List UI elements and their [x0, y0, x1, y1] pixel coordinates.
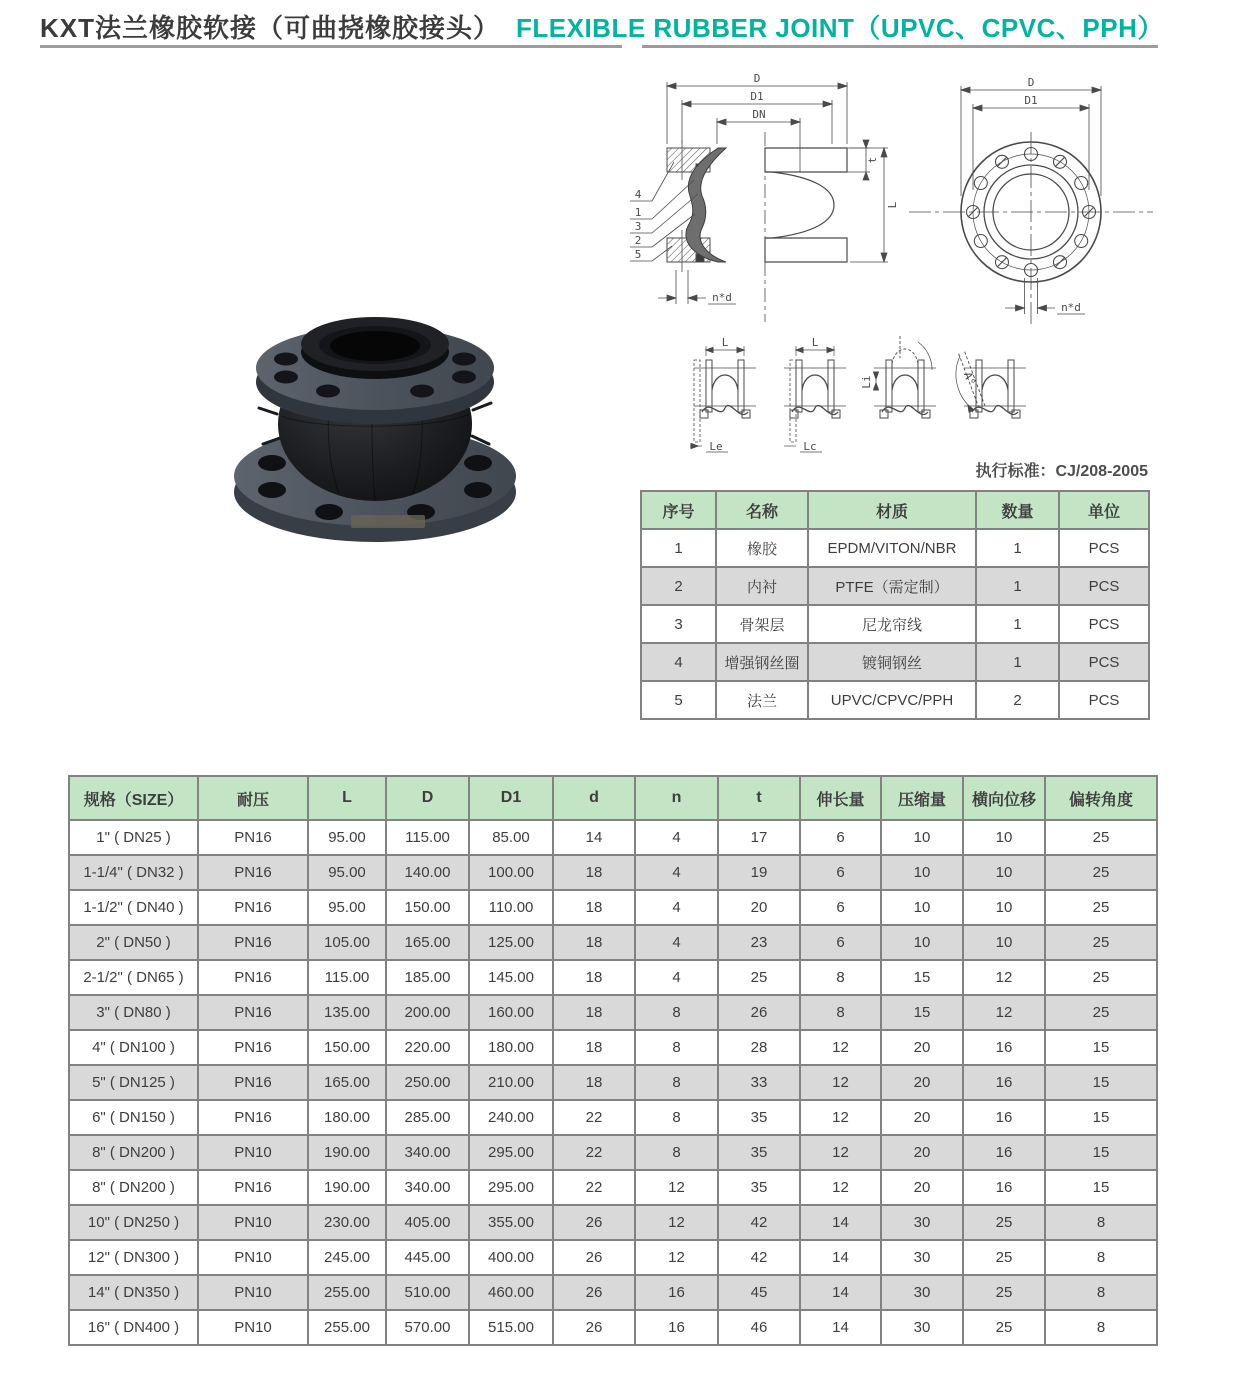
- cell-pressure: PN16: [198, 925, 308, 960]
- parts-col-name: 名称: [716, 491, 808, 529]
- cell-d: 22: [553, 1100, 635, 1135]
- cell-unit: PCS: [1059, 643, 1149, 681]
- cell-compression: 20: [881, 1030, 963, 1065]
- cell-D1: 110.00: [469, 890, 553, 925]
- brand-label-strip: [351, 515, 425, 528]
- cell-D: 405.00: [386, 1205, 469, 1240]
- size-table: [68, 775, 1158, 1346]
- cell-elongation: 12: [800, 1170, 881, 1205]
- cell-n: 8: [635, 1065, 718, 1100]
- cell-compression: 30: [881, 1240, 963, 1275]
- cell-t: 35: [718, 1135, 800, 1170]
- cell-deflection: 8: [1045, 1240, 1157, 1275]
- cell-pressure: PN10: [198, 1310, 308, 1345]
- cell-L: 190.00: [308, 1135, 386, 1170]
- cell-size: 1" ( DN25 ): [69, 820, 198, 855]
- cell-index: 5: [641, 681, 716, 719]
- cell-size: 2-1/2" ( DN65 ): [69, 960, 198, 995]
- cell-d: 18: [553, 995, 635, 1030]
- svg-text:3: 3: [634, 220, 642, 233]
- cell-compression: 15: [881, 995, 963, 1030]
- cell-size: 16" ( DN400 ): [69, 1310, 198, 1345]
- cell-D1: 100.00: [469, 855, 553, 890]
- cell-lateral: 25: [963, 1275, 1045, 1310]
- col-compression: 压缩量: [881, 776, 963, 820]
- cell-D: 570.00: [386, 1310, 469, 1345]
- cell-d: 18: [553, 890, 635, 925]
- cell-d: 18: [553, 855, 635, 890]
- cell-pressure: PN10: [198, 1240, 308, 1275]
- cell-unit: PCS: [1059, 529, 1149, 567]
- dim-nd-front: [1005, 278, 1085, 314]
- svg-text:Lc: Lc: [803, 440, 817, 453]
- cell-d: 18: [553, 960, 635, 995]
- col-D: D: [386, 776, 469, 820]
- size-table-row: [69, 1170, 1157, 1205]
- svg-text:n*d: n*d: [712, 291, 732, 304]
- cell-n: 12: [635, 1170, 718, 1205]
- cell-elongation: 6: [800, 925, 881, 960]
- col-deflection: 偏转角度: [1045, 776, 1157, 820]
- cell-n: 8: [635, 1135, 718, 1170]
- cell-L: 245.00: [308, 1240, 386, 1275]
- cell-D: 115.00: [386, 820, 469, 855]
- cell-t: 45: [718, 1275, 800, 1310]
- cell-qty: 2: [976, 681, 1059, 719]
- cell-compression: 15: [881, 960, 963, 995]
- svg-text:4: 4: [634, 188, 642, 201]
- dim-nd: [658, 270, 736, 304]
- col-n: n: [635, 776, 718, 820]
- cell-name: 内衬: [716, 567, 808, 605]
- size-table-row: [69, 1100, 1157, 1135]
- svg-text:L: L: [721, 336, 729, 349]
- cell-elongation: 14: [800, 1310, 881, 1345]
- cell-pressure: PN16: [198, 1030, 308, 1065]
- cell-deflection: 15: [1045, 1030, 1157, 1065]
- cell-D1: 515.00: [469, 1310, 553, 1345]
- diagram-compression: [784, 336, 846, 453]
- cell-size: 1-1/2" ( DN40 ): [69, 890, 198, 925]
- cell-L: 255.00: [308, 1275, 386, 1310]
- cell-pressure: PN16: [198, 1065, 308, 1100]
- cell-d: 18: [553, 1030, 635, 1065]
- cell-size: 10" ( DN250 ): [69, 1205, 198, 1240]
- dim-DN: [717, 108, 800, 172]
- cell-deflection: 25: [1045, 995, 1157, 1030]
- title-english: FLEXIBLE RUBBER JOINT（UPVC、CPVC、PPH）: [516, 13, 1164, 43]
- cell-d: 22: [553, 1135, 635, 1170]
- cell-D1: 240.00: [469, 1100, 553, 1135]
- right-outline: [765, 148, 847, 262]
- cell-L: 255.00: [308, 1310, 386, 1345]
- size-table-row: [69, 1030, 1157, 1065]
- cell-qty: 1: [976, 643, 1059, 681]
- size-table-header-row: [69, 776, 1157, 820]
- parts-table-body: [641, 529, 1149, 719]
- cell-D: 285.00: [386, 1100, 469, 1135]
- cell-t: 33: [718, 1065, 800, 1100]
- size-table-row: [69, 820, 1157, 855]
- cell-D: 220.00: [386, 1030, 469, 1065]
- parts-table-header-row: [641, 491, 1149, 529]
- cell-lateral: 25: [963, 1205, 1045, 1240]
- cell-qty: 1: [976, 605, 1059, 643]
- cell-D: 510.00: [386, 1275, 469, 1310]
- cell-size: 3" ( DN80 ): [69, 995, 198, 1030]
- svg-text:Le: Le: [709, 440, 723, 453]
- cell-pressure: PN16: [198, 855, 308, 890]
- col-L: L: [308, 776, 386, 820]
- cell-index: 3: [641, 605, 716, 643]
- cell-d: 26: [553, 1310, 635, 1345]
- cell-material: 镀铜钢丝: [808, 643, 976, 681]
- cell-name: 橡胶: [716, 529, 808, 567]
- cell-pressure: PN16: [198, 1100, 308, 1135]
- cell-compression: 10: [881, 820, 963, 855]
- cell-t: 26: [718, 995, 800, 1030]
- cell-D1: 145.00: [469, 960, 553, 995]
- parts-table-row: [641, 643, 1149, 681]
- cell-D1: 160.00: [469, 995, 553, 1030]
- cell-L: 95.00: [308, 890, 386, 925]
- cell-elongation: 12: [800, 1030, 881, 1065]
- svg-text:L: L: [886, 201, 899, 209]
- cell-compression: 20: [881, 1100, 963, 1135]
- cell-name: 骨架层: [716, 605, 808, 643]
- cell-unit: PCS: [1059, 681, 1149, 719]
- cell-deflection: 25: [1045, 820, 1157, 855]
- cell-elongation: 12: [800, 1100, 881, 1135]
- cell-qty: 1: [976, 529, 1059, 567]
- cell-elongation: 6: [800, 855, 881, 890]
- cell-D1: 400.00: [469, 1240, 553, 1275]
- col-size: 规格（SIZE）: [69, 776, 198, 820]
- cell-D1: 295.00: [469, 1170, 553, 1205]
- cell-name: 法兰: [716, 681, 808, 719]
- cell-lateral: 12: [963, 995, 1045, 1030]
- col-elongation: 伸长量: [800, 776, 881, 820]
- size-table-row: [69, 1240, 1157, 1275]
- cell-size: 6" ( DN150 ): [69, 1100, 198, 1135]
- cell-lateral: 12: [963, 960, 1045, 995]
- size-table-row: [69, 995, 1157, 1030]
- cell-compression: 10: [881, 890, 963, 925]
- cell-elongation: 6: [800, 890, 881, 925]
- size-table-row: [69, 890, 1157, 925]
- cell-size: 8" ( DN200 ): [69, 1135, 198, 1170]
- cell-d: 26: [553, 1275, 635, 1310]
- cell-pressure: PN16: [198, 995, 308, 1030]
- size-table-row: [69, 1275, 1157, 1310]
- cell-unit: PCS: [1059, 567, 1149, 605]
- svg-text:t: t: [866, 156, 879, 164]
- cell-material: PTFE（需定制）: [808, 567, 976, 605]
- parts-col-unit: 单位: [1059, 491, 1149, 529]
- cell-pressure: PN16: [198, 890, 308, 925]
- cell-deflection: 15: [1045, 1065, 1157, 1100]
- size-table-row: [69, 1135, 1157, 1170]
- dim-t: [847, 140, 879, 180]
- cell-t: 28: [718, 1030, 800, 1065]
- cell-size: 4" ( DN100 ): [69, 1030, 198, 1065]
- diagram-lateral: [860, 336, 936, 418]
- parts-table-row: [641, 567, 1149, 605]
- cell-n: 12: [635, 1205, 718, 1240]
- cell-pressure: PN16: [198, 960, 308, 995]
- parts-col-qty: 数量: [976, 491, 1059, 529]
- cell-qty: 1: [976, 567, 1059, 605]
- cell-deflection: 15: [1045, 1100, 1157, 1135]
- cell-L: 105.00: [308, 925, 386, 960]
- size-table-row: [69, 925, 1157, 960]
- cell-compression: 30: [881, 1275, 963, 1310]
- cell-size: 8" ( DN200 ): [69, 1170, 198, 1205]
- cell-D: 165.00: [386, 925, 469, 960]
- cell-name: 增强钢丝圈: [716, 643, 808, 681]
- cell-L: 230.00: [308, 1205, 386, 1240]
- cell-lateral: 16: [963, 1170, 1045, 1205]
- diagram-elongation: [690, 336, 756, 453]
- dim-L: [850, 148, 899, 262]
- cell-n: 4: [635, 890, 718, 925]
- front-view-drawing: [903, 70, 1158, 328]
- cell-d: 22: [553, 1170, 635, 1205]
- cell-lateral: 10: [963, 925, 1045, 960]
- cell-n: 4: [635, 855, 718, 890]
- svg-text:1: 1: [634, 206, 642, 219]
- cell-deflection: 25: [1045, 890, 1157, 925]
- cell-t: 23: [718, 925, 800, 960]
- cell-D1: 85.00: [469, 820, 553, 855]
- cell-lateral: 10: [963, 855, 1045, 890]
- svg-text:L: L: [811, 336, 819, 349]
- cross-section-drawing: [622, 70, 912, 328]
- cell-n: 8: [635, 1030, 718, 1065]
- parts-table-row: [641, 605, 1149, 643]
- cell-t: 19: [718, 855, 800, 890]
- cell-d: 18: [553, 1065, 635, 1100]
- cell-L: 95.00: [308, 855, 386, 890]
- cell-d: 18: [553, 925, 635, 960]
- cell-D: 150.00: [386, 890, 469, 925]
- cell-compression: 30: [881, 1205, 963, 1240]
- rubber-collar: [301, 317, 449, 379]
- cell-d: 14: [553, 820, 635, 855]
- cell-elongation: 14: [800, 1205, 881, 1240]
- cell-t: 46: [718, 1310, 800, 1345]
- cell-n: 4: [635, 960, 718, 995]
- svg-text:5: 5: [634, 248, 642, 261]
- cell-deflection: 25: [1045, 960, 1157, 995]
- cell-D: 200.00: [386, 995, 469, 1030]
- cell-t: 35: [718, 1100, 800, 1135]
- cell-lateral: 10: [963, 820, 1045, 855]
- cell-L: 135.00: [308, 995, 386, 1030]
- cell-L: 165.00: [308, 1065, 386, 1100]
- cell-t: 20: [718, 890, 800, 925]
- cell-compression: 20: [881, 1135, 963, 1170]
- cell-lateral: 25: [963, 1240, 1045, 1275]
- cell-pressure: PN10: [198, 1135, 308, 1170]
- cell-pressure: PN10: [198, 1205, 308, 1240]
- cell-index: 2: [641, 567, 716, 605]
- size-table-row: [69, 1065, 1157, 1100]
- cell-t: 35: [718, 1170, 800, 1205]
- cell-t: 42: [718, 1240, 800, 1275]
- cell-D1: 180.00: [469, 1030, 553, 1065]
- cell-elongation: 12: [800, 1135, 881, 1170]
- cell-lateral: 25: [963, 1310, 1045, 1345]
- svg-text:Li: Li: [860, 375, 873, 389]
- cell-size: 1-1/4" ( DN32 ): [69, 855, 198, 890]
- cell-elongation: 14: [800, 1275, 881, 1310]
- cell-elongation: 14: [800, 1240, 881, 1275]
- cell-lateral: 16: [963, 1065, 1045, 1100]
- cell-material: EPDM/VITON/NBR: [808, 529, 976, 567]
- cell-elongation: 8: [800, 995, 881, 1030]
- cell-d: 26: [553, 1240, 635, 1275]
- svg-text:D: D: [753, 72, 761, 85]
- cell-compression: 20: [881, 1065, 963, 1100]
- cell-size: 14" ( DN350 ): [69, 1275, 198, 1310]
- cell-compression: 10: [881, 925, 963, 960]
- cell-deflection: 15: [1045, 1135, 1157, 1170]
- svg-text:A°: A°: [960, 370, 978, 388]
- svg-text:D: D: [1027, 76, 1035, 89]
- col-D1: D1: [469, 776, 553, 820]
- title-underline-right: [642, 45, 1158, 48]
- cell-L: 180.00: [308, 1100, 386, 1135]
- cell-D1: 210.00: [469, 1065, 553, 1100]
- cell-deflection: 25: [1045, 925, 1157, 960]
- cell-index: 1: [641, 529, 716, 567]
- diagram-angular: [956, 350, 1026, 418]
- standard-note: 执行标准：CJ/208-2005: [975, 463, 1148, 480]
- size-table-row: [69, 855, 1157, 890]
- cell-material: UPVC/CPVC/PPH: [808, 681, 976, 719]
- parts-table-row: [641, 681, 1149, 719]
- cell-size: 5" ( DN125 ): [69, 1065, 198, 1100]
- cell-lateral: 16: [963, 1135, 1045, 1170]
- parts-col-material: 材质: [808, 491, 976, 529]
- cell-L: 95.00: [308, 820, 386, 855]
- size-table-body: [69, 820, 1157, 1345]
- cell-t: 42: [718, 1205, 800, 1240]
- parts-col-index: 序号: [641, 491, 716, 529]
- cell-deflection: 25: [1045, 855, 1157, 890]
- cell-lateral: 16: [963, 1100, 1045, 1135]
- cell-lateral: 10: [963, 890, 1045, 925]
- cell-D: 340.00: [386, 1170, 469, 1205]
- col-pressure: 耐压: [198, 776, 308, 820]
- cell-D: 445.00: [386, 1240, 469, 1275]
- title-underline-left: [40, 45, 622, 48]
- cell-n: 8: [635, 995, 718, 1030]
- cell-unit: PCS: [1059, 605, 1149, 643]
- cell-d: 26: [553, 1205, 635, 1240]
- cell-n: 8: [635, 1100, 718, 1135]
- cell-n: 4: [635, 820, 718, 855]
- page-title: [40, 8, 1164, 45]
- cell-compression: 20: [881, 1170, 963, 1205]
- col-d: d: [553, 776, 635, 820]
- cell-index: 4: [641, 643, 716, 681]
- svg-text:n*d: n*d: [1061, 301, 1081, 314]
- cell-deflection: 8: [1045, 1205, 1157, 1240]
- cell-compression: 30: [881, 1310, 963, 1345]
- cell-pressure: PN16: [198, 820, 308, 855]
- size-table-row: [69, 1310, 1157, 1345]
- cell-D1: 460.00: [469, 1275, 553, 1310]
- cell-D: 140.00: [386, 855, 469, 890]
- size-table-row: [69, 1205, 1157, 1240]
- cell-deflection: 15: [1045, 1170, 1157, 1205]
- svg-text:2: 2: [634, 234, 642, 247]
- movement-diagrams: [680, 330, 1030, 458]
- svg-text:D1: D1: [1024, 94, 1038, 107]
- cell-L: 150.00: [308, 1030, 386, 1065]
- cell-D: 185.00: [386, 960, 469, 995]
- cell-size: 2" ( DN50 ): [69, 925, 198, 960]
- cell-t: 17: [718, 820, 800, 855]
- cell-pressure: PN10: [198, 1275, 308, 1310]
- cell-pressure: PN16: [198, 1170, 308, 1205]
- col-lateral: 横向位移: [963, 776, 1045, 820]
- cell-n: 4: [635, 925, 718, 960]
- cell-L: 115.00: [308, 960, 386, 995]
- cell-n: 16: [635, 1275, 718, 1310]
- cell-lateral: 16: [963, 1030, 1045, 1065]
- cell-D1: 355.00: [469, 1205, 553, 1240]
- cell-elongation: 6: [800, 820, 881, 855]
- size-table-row: [69, 960, 1157, 995]
- cell-D: 250.00: [386, 1065, 469, 1100]
- cell-elongation: 8: [800, 960, 881, 995]
- cell-elongation: 12: [800, 1065, 881, 1100]
- parts-table-row: [641, 529, 1149, 567]
- cell-material: 尼龙帘线: [808, 605, 976, 643]
- cell-deflection: 8: [1045, 1275, 1157, 1310]
- cell-compression: 10: [881, 855, 963, 890]
- cell-t: 25: [718, 960, 800, 995]
- cell-size: 12" ( DN300 ): [69, 1240, 198, 1275]
- col-t: t: [718, 776, 800, 820]
- cell-D: 340.00: [386, 1135, 469, 1170]
- cell-L: 190.00: [308, 1170, 386, 1205]
- product-photo: [225, 296, 525, 544]
- parts-table: [640, 490, 1150, 720]
- cell-D1: 125.00: [469, 925, 553, 960]
- cell-D1: 295.00: [469, 1135, 553, 1170]
- cell-n: 16: [635, 1310, 718, 1345]
- svg-text:DN: DN: [752, 108, 766, 121]
- svg-text:D1: D1: [750, 90, 764, 103]
- cell-deflection: 8: [1045, 1310, 1157, 1345]
- cell-n: 12: [635, 1240, 718, 1275]
- title-chinese: KXT法兰橡胶软接（可曲挠橡胶接头）: [40, 13, 501, 43]
